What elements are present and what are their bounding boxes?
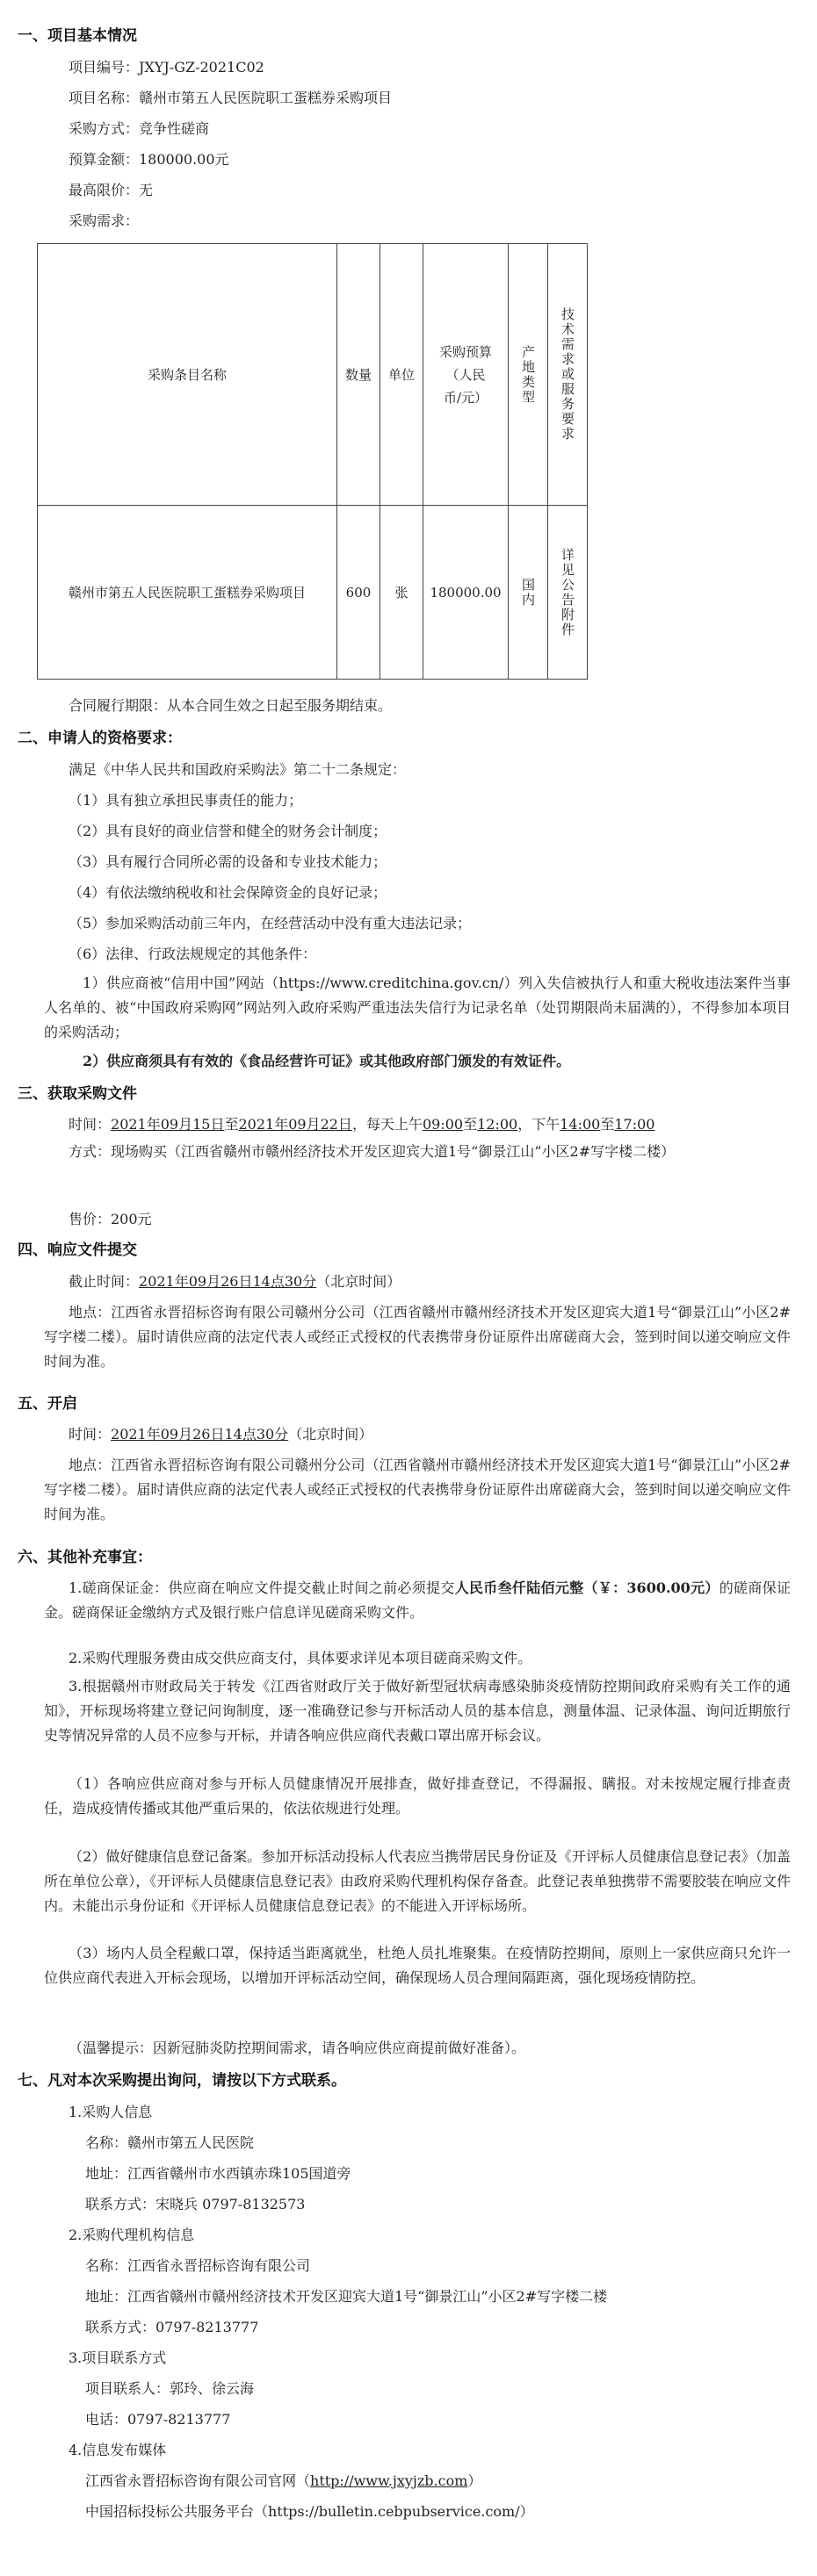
project-contact-phone: 电话：0797-8213777	[85, 2411, 231, 2428]
purchaser-address: 地址：江西省赣州市水西镇赤珠105国道旁	[85, 2165, 351, 2182]
qualification-2: （2）具有良好的商业信誉和健全的财务会计制度；	[69, 823, 387, 839]
section-4-heading: 四、响应文件提交	[18, 1241, 137, 1259]
cell-budget: 180000.00	[423, 506, 509, 680]
cell-item-name: 赣州市第五人民医院职工蛋糕券采购项目	[38, 506, 337, 680]
acquisition-method: 方式：现场购买（江西省赣州市赣州经济技术开发区迎宾大道1号“御景江山”小区2#写字楼二楼）	[69, 1143, 676, 1160]
header-origin: 产地类型	[509, 244, 548, 506]
qualification-4: （4）有依法缴纳税收和社会保障资金的良好记录；	[69, 884, 387, 901]
media-heading: 4.信息发布媒体	[69, 2442, 167, 2458]
section-1-heading: 一、项目基本情况	[18, 27, 137, 45]
agency-heading: 2.采购代理机构信息	[69, 2227, 195, 2243]
table-row	[38, 506, 588, 680]
cell-quantity: 600	[337, 506, 380, 680]
opening-time: 时间：2021年09月26日14点30分（北京时间）	[69, 1426, 373, 1443]
agency-website-link[interactable]: http://www.jxyjzb.com	[310, 2472, 468, 2489]
project-contact-person: 项目联系人：郭玲、徐云海	[85, 2380, 255, 2397]
media-cebpub-site[interactable]: 中国招标投标公共服务平台（https://bulletin.cebpubservice.com/）	[85, 2503, 534, 2520]
header-unit: 单位	[380, 244, 423, 506]
project-number: 项目编号：JXYJ-GZ-2021C02	[69, 59, 264, 76]
project-contact-heading: 3.项目联系方式	[69, 2349, 167, 2366]
procurement-method: 采购方式：竞争性磋商	[69, 120, 210, 137]
cell-origin: 国内	[509, 506, 548, 680]
qualification-intro: 满足《中华人民共和国政府采购法》第二十二条规定：	[69, 761, 407, 778]
agency-name: 名称：江西省永晋招标咨询有限公司	[85, 2257, 311, 2274]
cell-requirements: 详见公告附件	[548, 506, 588, 680]
agency-contact: 联系方式：0797-8213777	[85, 2319, 259, 2335]
section-2-heading: 二、申请人的资格要求：	[18, 730, 182, 747]
qualification-extra-1: 1）供应商被“信用中国”网站（https://www.creditchina.gov.cn/）列入失信被执行人和重大税收违法案件当事人名单的、被“中国政府采购网”网站列入政府采购严重违法失信行为记录名单（处罚期限尚未届满的），不得参加本项目的采购活动；	[44, 975, 791, 1040]
header-budget: 采购预算（人民币/元）	[423, 244, 509, 506]
section-6-heading: 六、其他补充事宜：	[18, 1549, 152, 1566]
procurement-table	[37, 243, 588, 680]
acquisition-time: 时间：2021年09月15日至2021年09月22日，每天上午09:00至12:00，下午14:00至17:00	[69, 1116, 655, 1133]
section-5-heading: 五、开启	[18, 1395, 77, 1413]
demand-label: 采购需求：	[69, 212, 140, 229]
media-agency-site: 江西省永晋招标咨询有限公司官网（http://www.jxyjzb.com）	[85, 2472, 482, 2489]
purchaser-name: 名称：赣州市第五人民医院	[85, 2134, 255, 2151]
epidemic-item-2: （2）做好健康信息登记备案。参加开标活动投标人代表应当携带居民身份证及《开评标人员健康信息登记表》（加盖所在单位公章），《开评标人员健康信息登记表》由政府采购代理机构保存备查。此登记表单独携带不需要胶装在响应文件内。未能出示身份证和《开评标人员健康信息登记表》的不能进入开评标场所。	[44, 1848, 791, 1914]
warm-reminder: （温馨提示：因新冠肺炎防控期间需求，请各响应供应商提前做好准备）。	[69, 2040, 526, 2056]
header-requirements: 技术需求或服务要求	[548, 244, 588, 506]
submission-deadline: 截止时间：2021年09月26日14点30分（北京时间）	[69, 1273, 401, 1290]
qualification-5: （5）参加采购活动前三年内，在经营活动中没有重大违法记录；	[69, 915, 472, 932]
cell-unit: 张	[380, 506, 423, 680]
qualification-1: （1）具有独立承担民事责任的能力；	[69, 792, 303, 809]
project-name: 项目名称：赣州市第五人民医院职工蛋糕券采购项目	[69, 90, 393, 106]
qualification-extra-2: 2）供应商须具有有效的《食品经营许可证》或其他政府部门颁发的有效证件。	[83, 1053, 571, 1069]
section-3-heading: 三、获取采购文件	[18, 1085, 137, 1103]
contract-period: 合同履行期限：从本合同生效之日起至服务期结束。	[69, 697, 393, 714]
epidemic-item-3: （3）场内人员全程戴口罩，保持适当距离就坐，杜绝人员扎堆聚集。在疫情防控期间，原则上一家供应商只允许一位供应商代表进入开标会现场，以增加开评标活动空间，确保现场人员合理间隔距离，强化现场疫情防控。	[44, 1945, 791, 1986]
epidemic-item-1: （1）各响应供应商对参与开标人员健康情况开展排查，做好排查登记，不得漏报、瞒报。对未按规定履行排查责任，造成疫情传播或其他严重后果的，依法依规进行处理。	[44, 1775, 791, 1817]
qualification-6: （6）法律、行政法规规定的其他条件：	[69, 946, 317, 962]
purchaser-heading: 1.采购人信息	[69, 2104, 153, 2120]
qualification-3: （3）具有履行合同所必需的设备和专业技术能力；	[69, 853, 387, 870]
max-price: 最高限价：无	[69, 182, 154, 198]
submission-place: 地点：江西省永晋招标咨询有限公司赣州分公司（江西省赣州市赣州经济技术开发区迎宾大道1号“御景江山”小区2#写字楼二楼）。届时请供应商的法定代表人或经正式授权的代表携带身份证原件出席磋商大会，签到时间以递交响应文件时间为准。	[44, 1304, 791, 1370]
budget-amount: 预算金额：180000.00元	[69, 151, 229, 168]
deposit-paragraph: 1.磋商保证金：供应商在响应文件提交截止时间之前必须提交人民币叁仟陆佰元整（￥：3600.00元）的磋商保证金。磋商保证金缴纳方式及银行账户信息详见磋商采购文件。	[44, 1579, 791, 1621]
header-quantity: 数量	[337, 244, 380, 506]
document-price: 售价：200元	[69, 1211, 152, 1227]
service-fee-paragraph: 2.采购代理服务费由成交供应商支付，具体要求详见本项目磋商采购文件。	[69, 1650, 532, 1666]
table-header-row	[38, 244, 588, 506]
header-item-name: 采购条目名称	[38, 244, 337, 506]
opening-place: 地点：江西省永晋招标咨询有限公司赣州分公司（江西省赣州市赣州经济技术开发区迎宾大道1号“御景江山”小区2#写字楼二楼）。届时请供应商的法定代表人或经正式授权的代表携带身份证原件出席磋商大会，签到时间以递交响应文件时间为准。	[44, 1457, 791, 1522]
epidemic-paragraph: 3.根据赣州市财政局关于转发《江西省财政厅关于做好新型冠状病毒感染肺炎疫情防控期间政府采购有关工作的通知》，开标现场将建立登记问询制度，逐一准确登记参与开标活动人员的基本信息，测量体温、记录体温、询问近期旅行史等情况异常的人员不应参与开标，并请各响应供应商代表戴口罩出席开标会议。	[44, 1678, 791, 1744]
agency-address: 地址：江西省赣州市赣州经济技术开发区迎宾大道1号“御景江山”小区2#写字楼二楼	[85, 2288, 608, 2305]
purchaser-contact: 联系方式：宋晓兵 0797-8132573	[85, 2196, 306, 2213]
section-7-heading: 七、凡对本次采购提出询问，请按以下方式联系。	[18, 2072, 346, 2090]
